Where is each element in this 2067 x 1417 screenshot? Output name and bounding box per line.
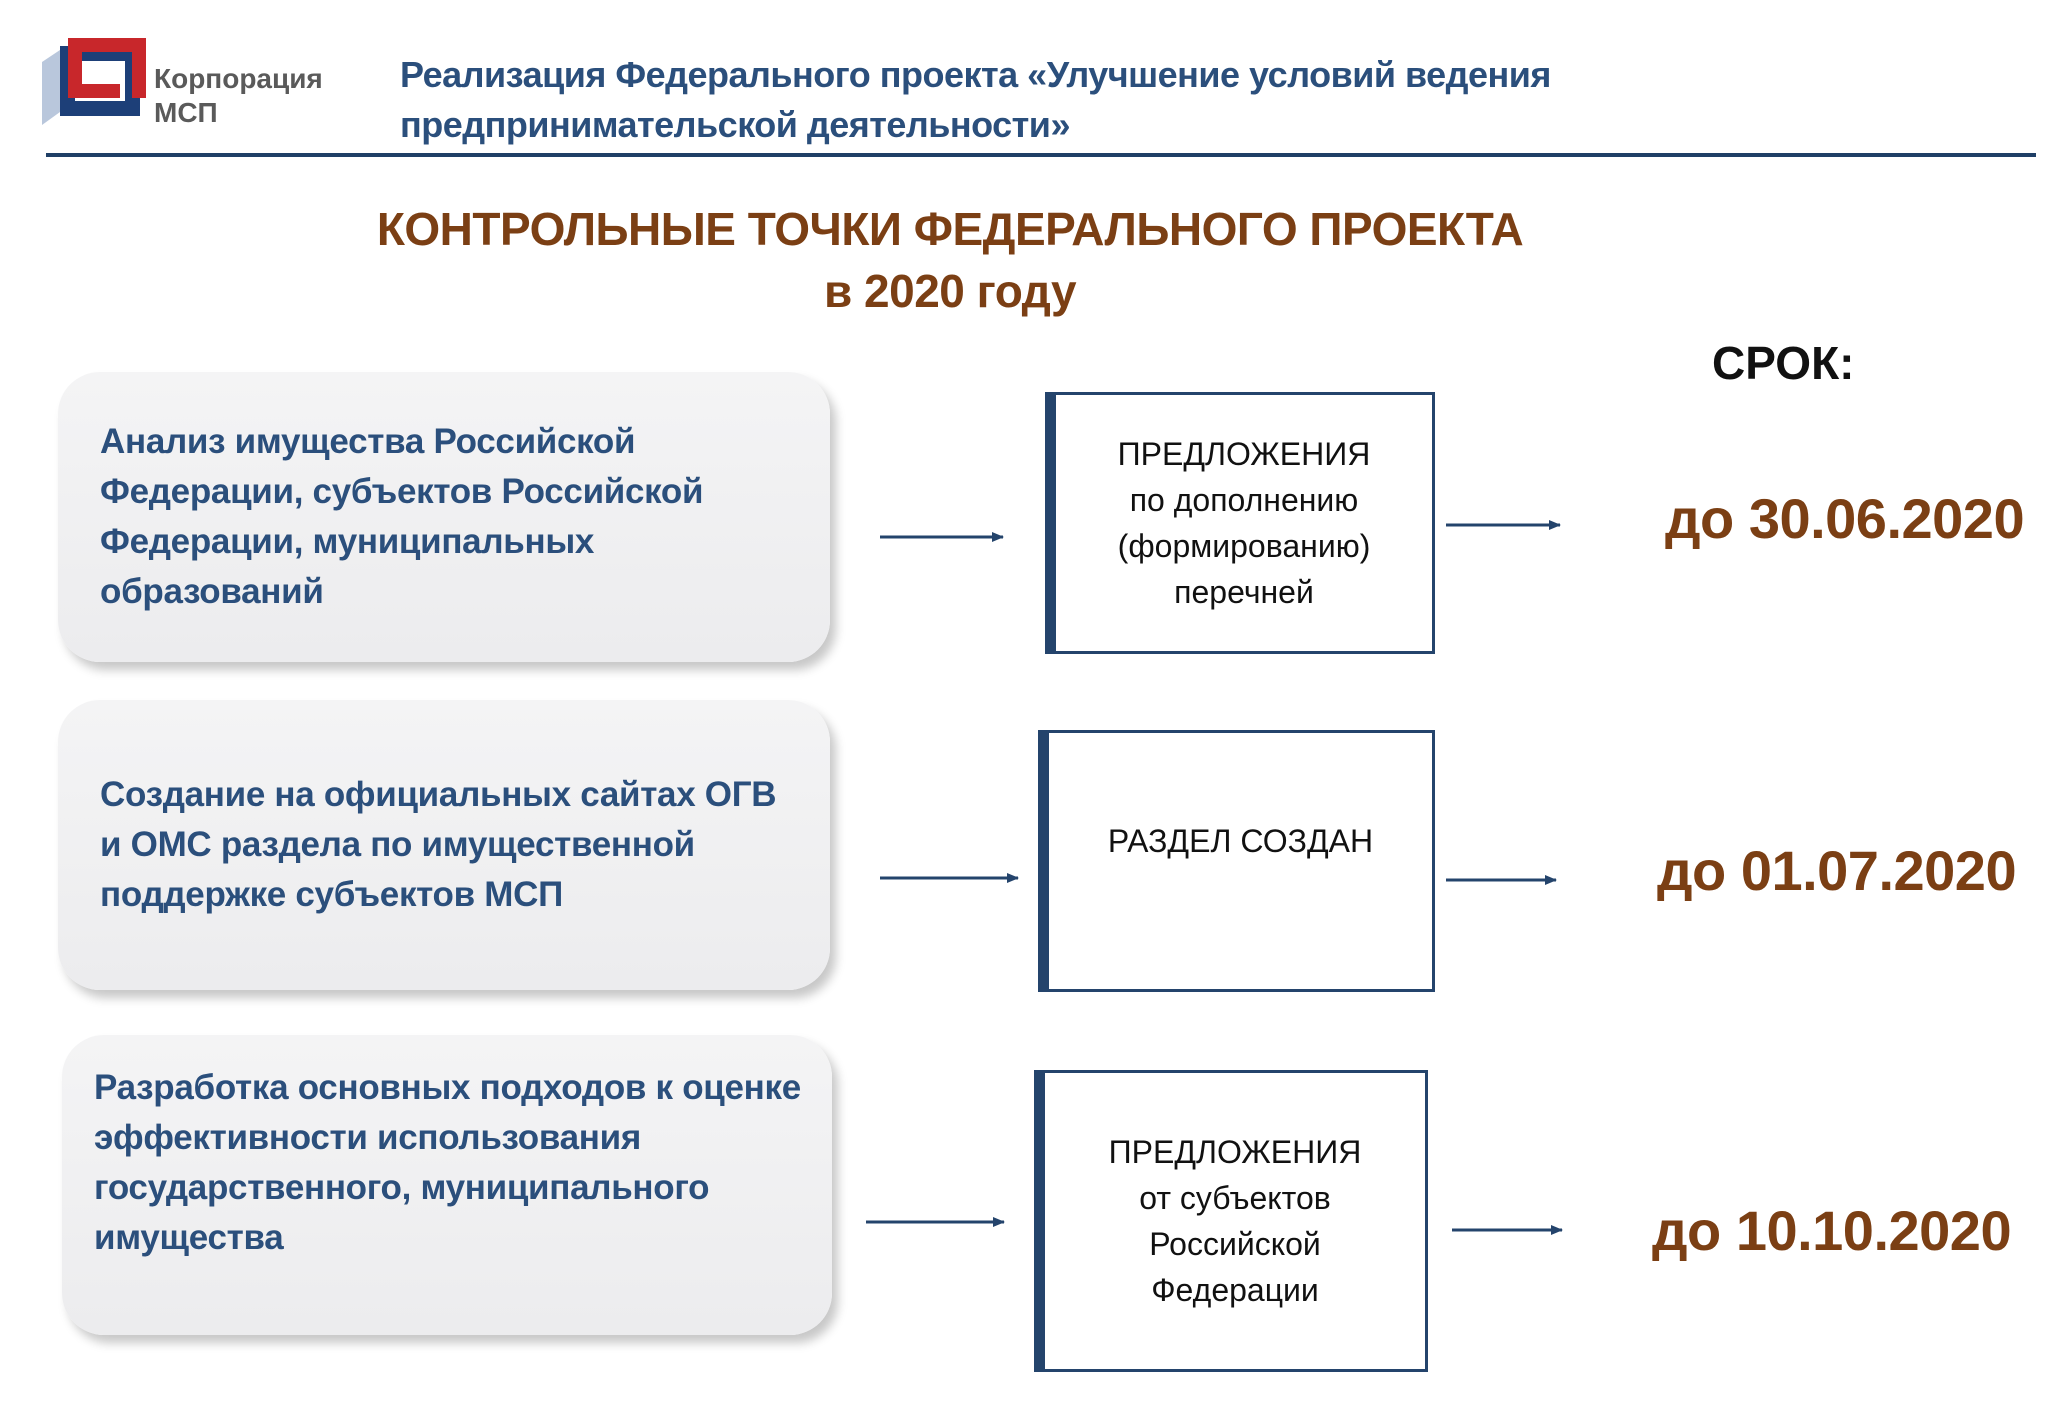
header-title-line1: Реализация Федерального проекта «Улучшение условий ведения	[400, 54, 1551, 95]
result-1-line-3: (формированию)	[1117, 528, 1371, 564]
main-title-line1: КОНТРОЛЬНЫЕ ТОЧКИ ФЕДЕРАЛЬНОГО ПРОЕКТА	[376, 203, 1524, 255]
task-1-line-3: Федерации, муниципальных	[100, 522, 595, 561]
result-3-line-3: Российской	[1149, 1226, 1321, 1262]
task-1-line-4: образований	[100, 572, 324, 611]
result-3-line-1: ПРЕДЛОЖЕНИЯ	[1108, 1134, 1362, 1170]
result-1-line-4: перечней	[1174, 574, 1314, 610]
deadline-2: до 01.07.2020	[1657, 839, 2017, 902]
task-2-line-2: и ОМС раздела по имущественной	[100, 825, 695, 864]
logo-text-line2: МСП	[154, 97, 218, 128]
task-2-line-3: поддержке субъектов МСП	[100, 875, 563, 914]
task-3-line-3: государственного, муниципального	[94, 1168, 710, 1207]
result-2-line-1: РАЗДЕЛ СОЗДАН	[1107, 823, 1374, 859]
result-3-line-2: от субъектов	[1139, 1180, 1331, 1216]
task-3-line-4: имущества	[94, 1218, 284, 1257]
header-title-line2: предпринимательской деятельности»	[400, 104, 1070, 145]
result-1-line-2: по дополнению	[1129, 482, 1359, 518]
deadline-3: до 10.10.2020	[1652, 1199, 2012, 1262]
task-1-line-2: Федерации, субъектов Российской	[100, 472, 704, 511]
task-1-line-1: Анализ имущества Российской	[100, 422, 636, 461]
logo-text-line1: Корпорация	[154, 63, 323, 94]
task-3-line-2: эффективности использования	[94, 1118, 641, 1157]
task-3-line-1: Разработка основных подходов к оценке	[94, 1068, 801, 1107]
result-1-line-1: ПРЕДЛОЖЕНИЯ	[1117, 436, 1371, 472]
deadline-1: до 30.06.2020	[1665, 487, 2025, 550]
result-3-line-4: Федерации	[1151, 1272, 1319, 1308]
task-2-line-1: Создание на официальных сайтах ОГВ	[100, 775, 777, 814]
deadline-header: СРОК:	[1712, 337, 1855, 389]
main-title-line2: в 2020 году	[823, 265, 1077, 317]
